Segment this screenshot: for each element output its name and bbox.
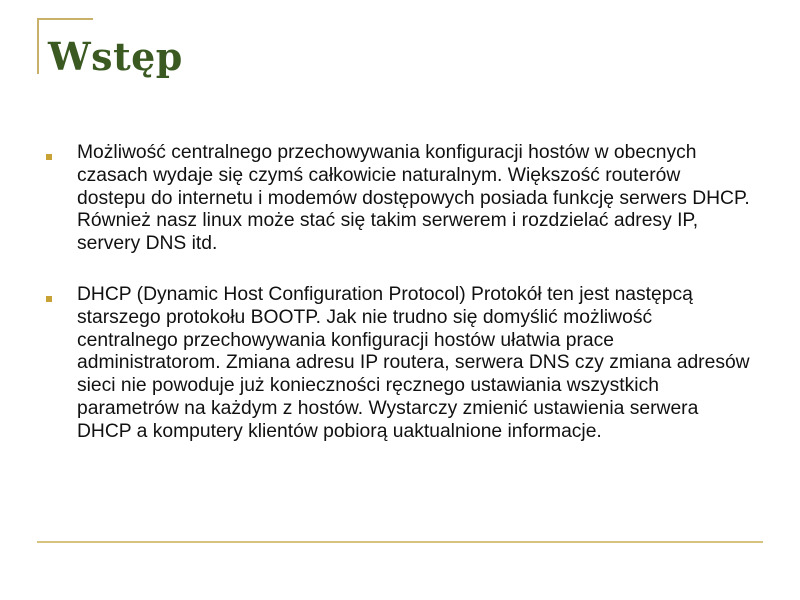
bullet-item-1 [44, 142, 754, 256]
bullet-list [44, 142, 754, 472]
slide-title: Wstęp [48, 34, 183, 79]
square-bullet-icon [46, 296, 52, 302]
bottom-divider-line [37, 541, 763, 543]
bullet-text-1: Możliwość centralnego przechowywania konfiguracji hostów w obecnych czasach wydaje się czymś całkowicie naturalnym. Większość routerów dostepu do internetu i modemów dostępowych posiada funkcję serwers DHCP. Również nasz linux może stać się takim serwerem i rozdzielać adresy IP, servery DNS itd. [77, 142, 750, 255]
bullet-text-2: DHCP (Dynamic Host Configuration Protocol) Protokół ten jest następcą starszego protokołu BOOTP. Jak nie trudno się domyślić możliwość centralnego przechowywania konfiguracji hostów ułatwia prace administratorom. Zmiana adresu IP routera, serwera DNS czy zmiana adresów sieci nie powoduje już konieczności ręcznego ustawiania wszystkich parametrów na każdym z hostów. Wystarczy zmienić ustawienia serwera DHCP a komputery klientów pobiorą uaktualnione informacje. [77, 283, 750, 442]
square-bullet-icon [46, 154, 52, 160]
bullet-item-2 [44, 284, 754, 444]
title-corner-vertical-line [37, 18, 39, 74]
title-corner-horizontal-line [37, 18, 93, 20]
